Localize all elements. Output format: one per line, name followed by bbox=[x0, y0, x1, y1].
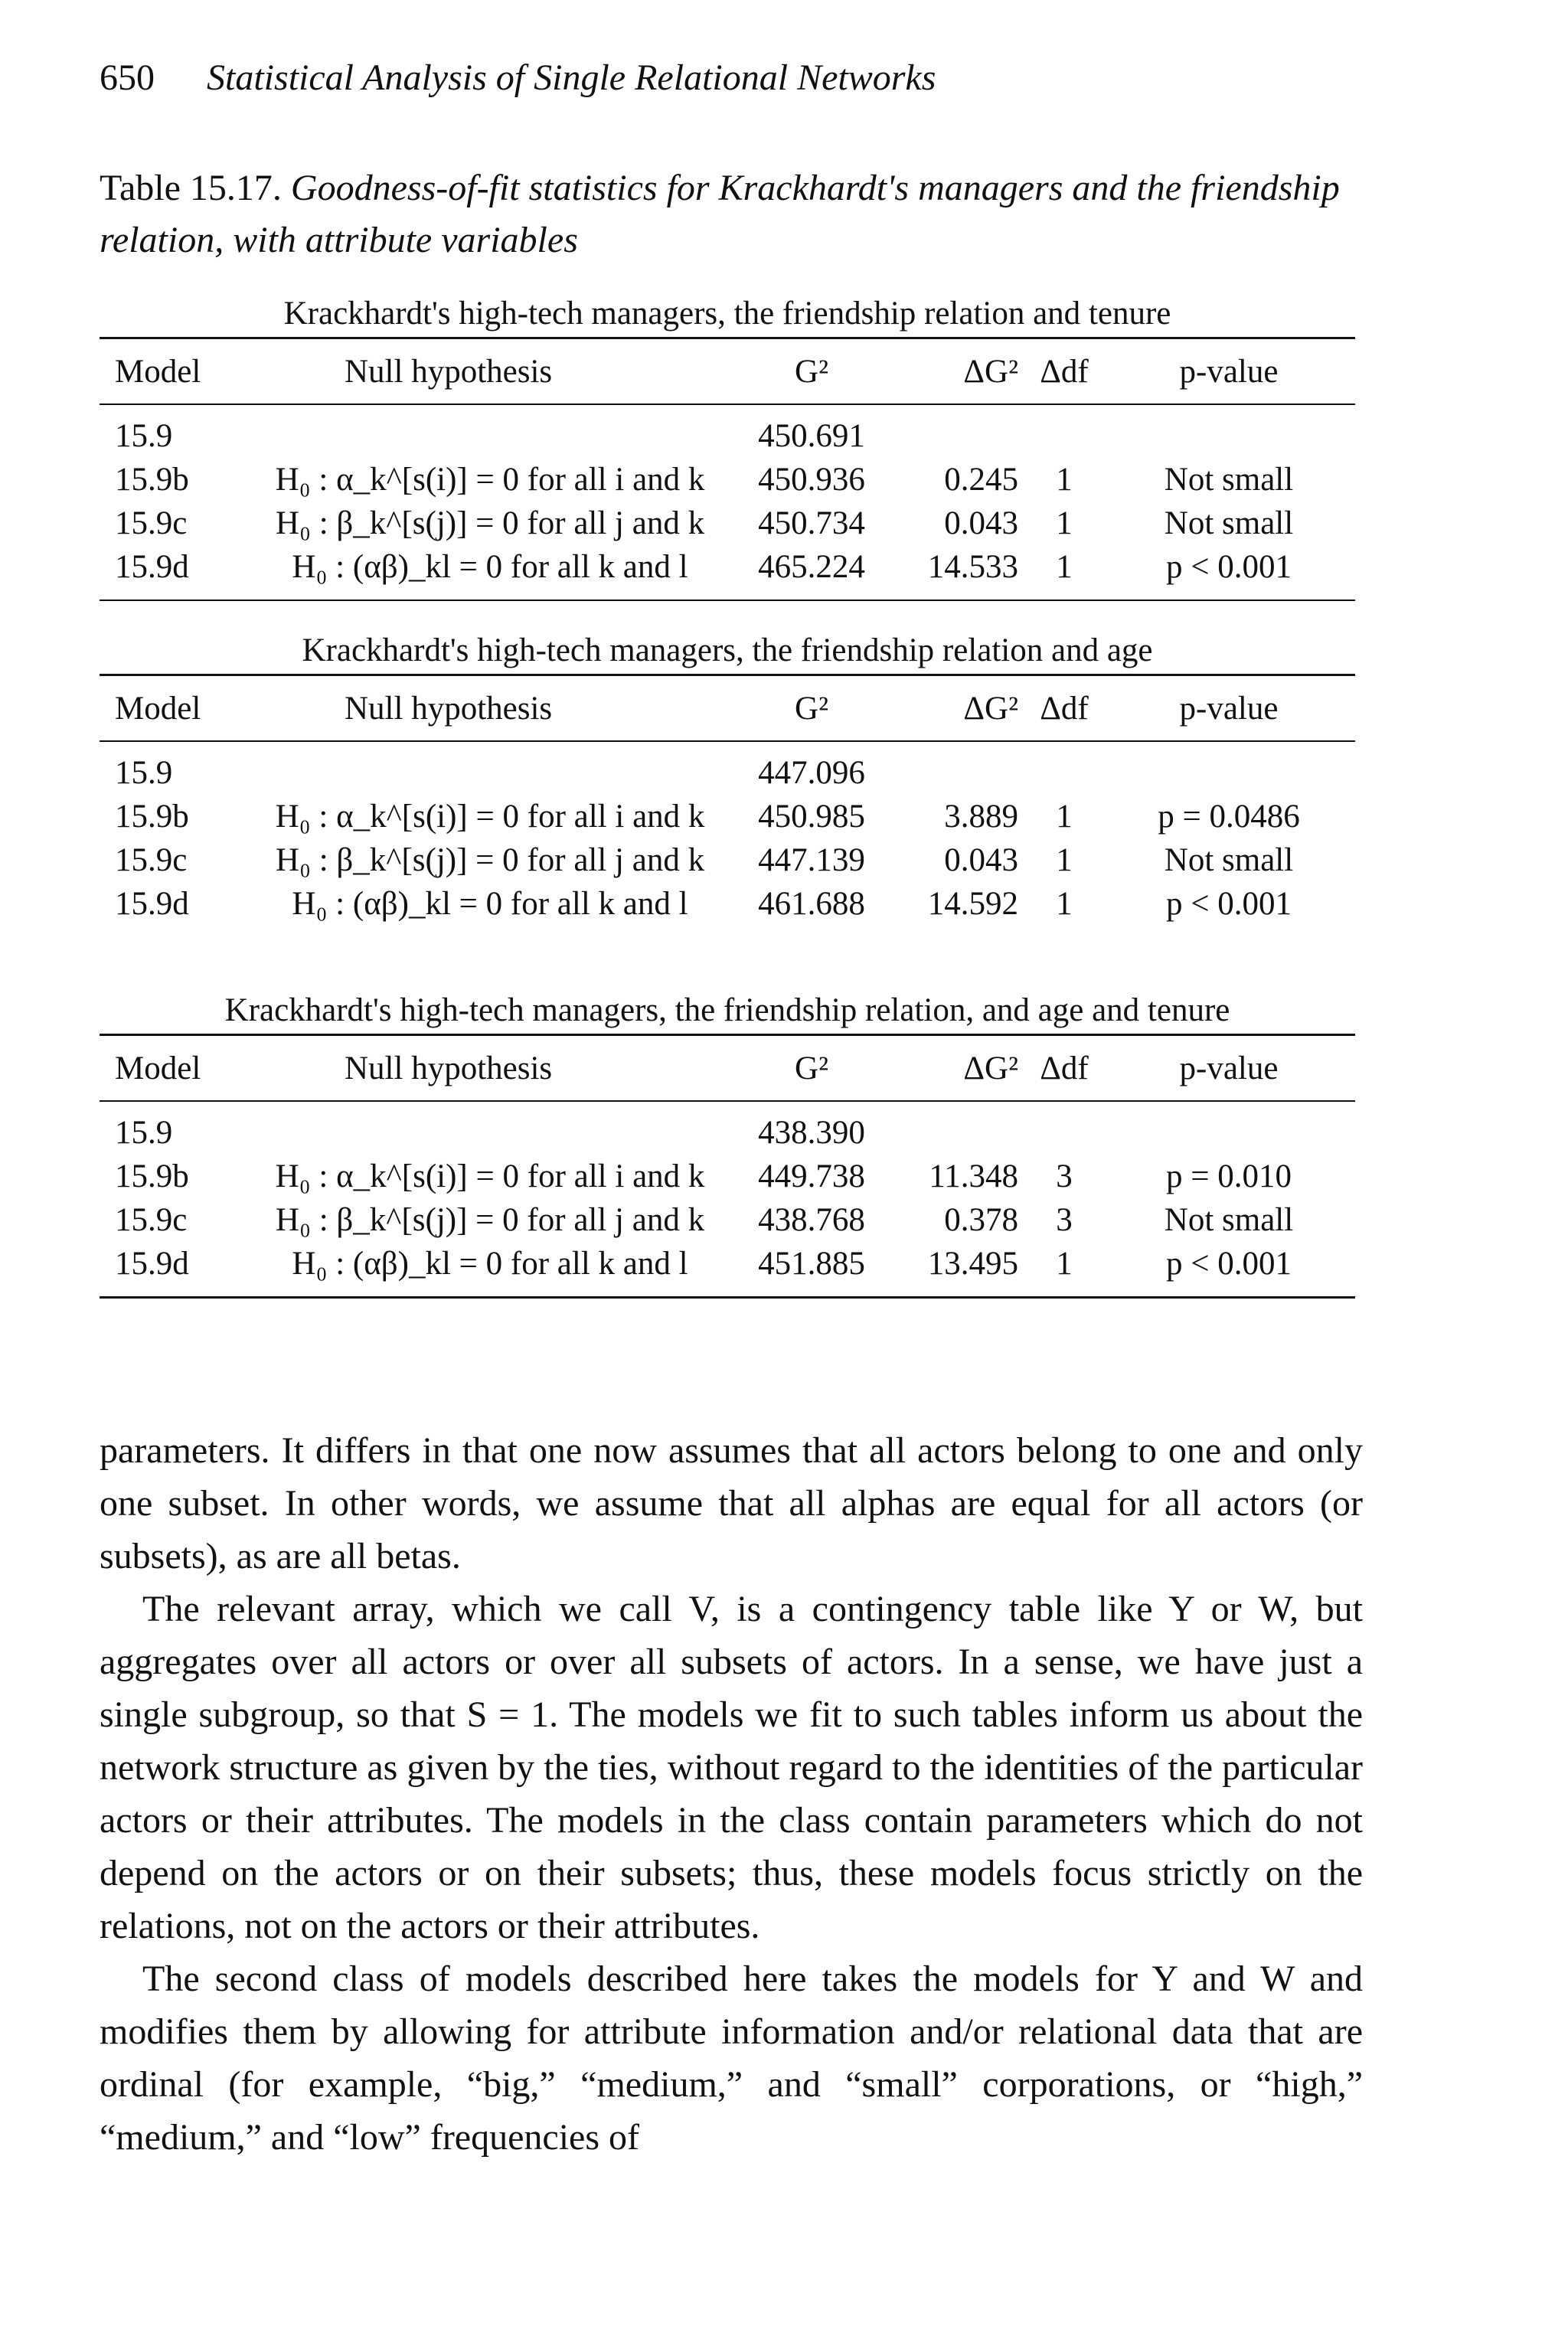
cell-delta-df: 1 bbox=[1056, 799, 1073, 835]
cell-null-hypothesis: H₀ : β_k^[s(j)] = 0 for all j and k bbox=[275, 842, 705, 878]
table-row bbox=[100, 502, 1355, 545]
cell-model: 15.9b bbox=[115, 1158, 189, 1194]
header-model: Model bbox=[115, 1050, 201, 1086]
bottom-rule bbox=[100, 600, 1355, 601]
cell-delta-g2: 0.378 bbox=[944, 1202, 1018, 1238]
header-model: Model bbox=[115, 690, 201, 727]
table-header-row bbox=[100, 1036, 1355, 1100]
header-model: Model bbox=[115, 353, 201, 390]
header-delta-df: Δdf bbox=[1040, 690, 1089, 727]
cell-null-hypothesis: H₀ : (αβ)_kl = 0 for all k and l bbox=[292, 886, 688, 922]
table-row bbox=[100, 838, 1355, 882]
cell-g2: 450.985 bbox=[758, 799, 865, 835]
cell-g2: 450.936 bbox=[758, 462, 865, 498]
cell-model: 15.9d bbox=[115, 1246, 189, 1282]
cell-null-hypothesis: H₀ : (αβ)_kl = 0 for all k and l bbox=[292, 549, 688, 585]
cell-delta-df: 3 bbox=[1056, 1202, 1073, 1238]
header-g2: G² bbox=[795, 353, 828, 390]
cell-delta-df: 1 bbox=[1056, 549, 1073, 585]
header-p-value: p-value bbox=[1179, 353, 1279, 390]
table-caption-title: Goodness-of-fit statistics for Krackhardt's managers and the friendship relation, with attribute variables bbox=[100, 168, 1340, 260]
cell-g2: 447.096 bbox=[758, 755, 865, 791]
running-head bbox=[100, 57, 936, 99]
cell-p-value: Not small bbox=[1164, 462, 1294, 498]
cell-model: 15.9c bbox=[115, 505, 188, 541]
cell-g2: 449.738 bbox=[758, 1158, 865, 1194]
cell-model: 15.9b bbox=[115, 799, 189, 835]
cell-p-value: p < 0.001 bbox=[1165, 549, 1292, 585]
block-title: Krackhardt's high-tech managers, the friendship relation and tenure bbox=[283, 296, 1171, 332]
table-row bbox=[100, 882, 1355, 926]
block-title: Krackhardt's high-tech managers, the friendship relation and age bbox=[302, 632, 1153, 668]
cell-delta-g2: 14.533 bbox=[927, 549, 1018, 585]
cell-model: 15.9 bbox=[115, 755, 173, 791]
cell-model: 15.9c bbox=[115, 1202, 188, 1238]
cell-delta-g2: 0.245 bbox=[944, 462, 1018, 498]
running-head-title: Statistical Analysis of Single Relational Networks bbox=[207, 57, 936, 98]
cell-g2: 447.139 bbox=[758, 842, 865, 878]
table-header-row bbox=[100, 339, 1355, 403]
cell-delta-df: 1 bbox=[1056, 842, 1073, 878]
cell-null-hypothesis: H₀ : β_k^[s(j)] = 0 for all j and k bbox=[275, 1202, 705, 1238]
table-row bbox=[100, 1242, 1355, 1286]
cell-delta-df: 1 bbox=[1056, 505, 1073, 541]
table-row bbox=[100, 545, 1355, 589]
table-label: Table 15.17. bbox=[100, 168, 282, 208]
cell-model: 15.9 bbox=[115, 1115, 173, 1151]
cell-delta-df: 1 bbox=[1056, 1246, 1073, 1282]
table-block-age bbox=[100, 628, 1355, 936]
header-g2: G² bbox=[795, 690, 828, 727]
table-row bbox=[100, 1198, 1355, 1242]
header-null-hypothesis: Null hypothesis bbox=[345, 690, 553, 727]
header-delta-g2: ΔG² bbox=[963, 1050, 1018, 1086]
cell-p-value: p = 0.0486 bbox=[1158, 799, 1300, 835]
cell-delta-g2: 0.043 bbox=[944, 842, 1018, 878]
table-block-age-and-tenure bbox=[100, 988, 1355, 1299]
table-rows bbox=[100, 742, 1355, 936]
header-g2: G² bbox=[795, 1050, 828, 1086]
table-header-row bbox=[100, 676, 1355, 740]
cell-null-hypothesis: H₀ : α_k^[s(i)] = 0 for all i and k bbox=[275, 462, 705, 498]
cell-p-value: Not small bbox=[1164, 505, 1294, 541]
bottom-rule bbox=[100, 1296, 1355, 1299]
header-delta-df: Δdf bbox=[1040, 353, 1089, 390]
cell-g2: 450.734 bbox=[758, 505, 865, 541]
cell-g2: 461.688 bbox=[758, 886, 865, 922]
cell-model: 15.9c bbox=[115, 842, 188, 878]
cell-delta-g2: 13.495 bbox=[927, 1246, 1018, 1282]
cell-g2: 438.768 bbox=[758, 1202, 865, 1238]
body-text bbox=[100, 1424, 1363, 2164]
table-row bbox=[100, 751, 1355, 795]
paragraph: The second class of models described here takes the models for Y and W and modifies them by allowing for attribute information and/or relational data that are ordinal (for example, “big,” “medium,” and “small” corporations, or “high,” “medium,” and “low” frequencies of bbox=[100, 1959, 1363, 2158]
cell-g2: 438.390 bbox=[758, 1115, 865, 1151]
cell-p-value: p = 0.010 bbox=[1165, 1158, 1292, 1194]
cell-model: 15.9b bbox=[115, 462, 189, 498]
cell-p-value: p < 0.001 bbox=[1165, 1246, 1292, 1282]
table-row bbox=[100, 1111, 1355, 1155]
cell-model: 15.9 bbox=[115, 418, 173, 454]
table-row bbox=[100, 1155, 1355, 1198]
table-block-tenure bbox=[100, 291, 1355, 601]
cell-model: 15.9d bbox=[115, 549, 189, 585]
cell-delta-df: 1 bbox=[1056, 886, 1073, 922]
cell-p-value: Not small bbox=[1164, 1202, 1294, 1238]
cell-delta-g2: 3.889 bbox=[944, 799, 1018, 835]
table-row bbox=[100, 414, 1355, 458]
table-rows bbox=[100, 1102, 1355, 1296]
table-row bbox=[100, 795, 1355, 838]
cell-g2: 450.691 bbox=[758, 418, 865, 454]
cell-g2: 465.224 bbox=[758, 549, 865, 585]
cell-null-hypothesis: H₀ : α_k^[s(i)] = 0 for all i and k bbox=[275, 1158, 705, 1194]
header-p-value: p-value bbox=[1179, 690, 1279, 727]
cell-null-hypothesis: H₀ : (αβ)_kl = 0 for all k and l bbox=[292, 1246, 688, 1282]
block-title: Krackhardt's high-tech managers, the friendship relation, and age and tenure bbox=[224, 992, 1230, 1028]
paragraph: parameters. It differs in that one now assumes that all actors belong to one and only one subset. In other words, we assume that all alphas are equal for all actors (or subsets), as are all betas. bbox=[100, 1430, 1363, 1576]
cell-delta-g2: 0.043 bbox=[944, 505, 1018, 541]
paragraph: The relevant array, which we call V, is a contingency table like Y or W, but aggregates over all actors or over all subsets of actors. In a sense, we have just a single subgroup, so that S = 1. The models we fit to such tables inform us about the network structure as given by the ties, without regard to the identities of the particular actors or their attributes. The models in the class contain parameters which do not depend on the actors or on their subsets; thus, these models focus strictly on the relations, not on the actors or their attributes. bbox=[100, 1589, 1363, 1946]
cell-null-hypothesis: H₀ : β_k^[s(j)] = 0 for all j and k bbox=[275, 505, 705, 541]
header-delta-g2: ΔG² bbox=[963, 690, 1018, 727]
cell-p-value: p < 0.001 bbox=[1165, 886, 1292, 922]
cell-g2: 451.885 bbox=[758, 1246, 865, 1282]
cell-delta-df: 1 bbox=[1056, 462, 1073, 498]
table-caption bbox=[100, 162, 1363, 266]
cell-delta-df: 3 bbox=[1056, 1158, 1073, 1194]
table-rows bbox=[100, 405, 1355, 600]
header-null-hypothesis: Null hypothesis bbox=[345, 1050, 553, 1086]
header-null-hypothesis: Null hypothesis bbox=[345, 353, 553, 390]
header-p-value: p-value bbox=[1179, 1050, 1279, 1086]
page-number: 650 bbox=[100, 57, 155, 98]
cell-delta-g2: 14.592 bbox=[927, 886, 1018, 922]
cell-p-value: Not small bbox=[1164, 842, 1294, 878]
header-delta-g2: ΔG² bbox=[963, 353, 1018, 390]
table-row bbox=[100, 458, 1355, 502]
header-delta-df: Δdf bbox=[1040, 1050, 1089, 1086]
cell-delta-g2: 11.348 bbox=[929, 1158, 1018, 1194]
cell-null-hypothesis: H₀ : α_k^[s(i)] = 0 for all i and k bbox=[275, 799, 705, 835]
cell-model: 15.9d bbox=[115, 886, 189, 922]
